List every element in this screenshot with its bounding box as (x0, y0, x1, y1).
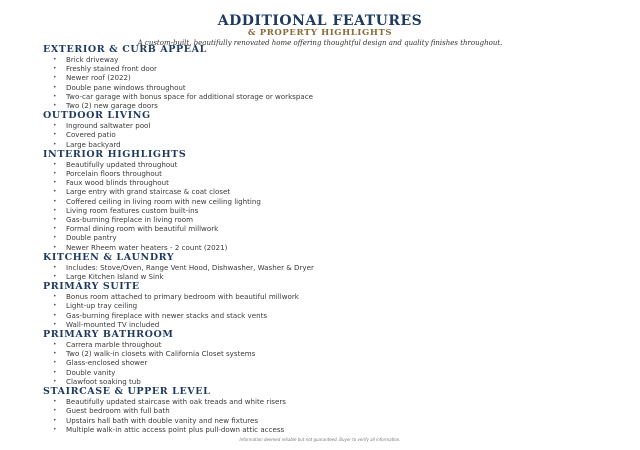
feature-list-item: • Wall-mounted TV included (43, 320, 603, 329)
feature-list (43, 340, 603, 386)
feature-list (43, 397, 603, 434)
feature-list-item: • Gas-burning fireplace in living room (43, 215, 603, 224)
feature-list-item: • Beautifully updated throughout (43, 160, 603, 169)
feature-list-item: • Includes: Stove/Oven, Range Vent Hood, Dishwasher, Washer & Dryer (43, 263, 603, 272)
feature-list-item: • Beautifully updated staircase with oak treads and white risers (43, 397, 603, 406)
section-title: EXTERIOR & CURB APPEAL (43, 44, 207, 55)
feature-section (43, 149, 603, 252)
feature-list (43, 292, 603, 329)
feature-list (43, 121, 603, 149)
feature-list-item: • Coffered ceiling in living room with new ceiling lighting (43, 197, 603, 206)
page-subtitle: & PROPERTY HIGHLIGHTS (247, 28, 393, 38)
feature-list-item: • Gas-burning fireplace with newer stacks and stack vents (43, 311, 603, 320)
feature-list-item: • Faux wood blinds throughout (43, 178, 603, 187)
feature-list-item: • Guest bedroom with full bath (43, 406, 603, 415)
feature-section (43, 386, 603, 434)
feature-list-item: • Large backyard (43, 140, 603, 149)
feature-list (43, 263, 603, 281)
section-title: STAIRCASE & UPPER LEVEL (43, 386, 211, 398)
feature-list-item: • Double vanity (43, 368, 603, 377)
feature-list-item: • Two (2) new garage doors (43, 101, 603, 110)
feature-list (43, 55, 603, 110)
feature-list-item: • Two-car garage with bonus space for additional storage or workspace (43, 92, 603, 101)
feature-section (43, 329, 603, 386)
feature-list-item: • Large Kitchen Island w Sink (43, 272, 603, 281)
feature-list-item: • Upstairs hall bath with double vanity and new fixtures (43, 416, 603, 425)
feature-list (43, 160, 603, 252)
feature-list-item: • Formal dining room with beautiful millwork (43, 224, 603, 233)
feature-list-item: • Covered patio (43, 130, 603, 139)
page-title: ADDITIONAL FEATURES (217, 13, 423, 29)
feature-section (43, 281, 603, 329)
section-title: INTERIOR HIGHLIGHTS (43, 148, 187, 160)
feature-list-item: • Light-up tray ceiling (43, 301, 603, 310)
section-title: PRIMARY BATHROOM (43, 329, 174, 341)
feature-list-item: • Multiple walk-in attic access point plus pull-down attic access (43, 425, 603, 434)
feature-list-item: • Living room features custom built-ins (43, 206, 603, 215)
feature-list-item: • Porcelain floors throughout (43, 169, 603, 178)
feature-list-item: • Inground saltwater pool (43, 121, 603, 130)
feature-section (43, 110, 603, 149)
disclaimer-footnote: Information deemed reliable but not guaranteed. Buyer to verify all information. (239, 437, 401, 442)
feature-list-item: • Newer Rheem water heaters - 2 count (2021) (43, 243, 603, 252)
feature-list-item: • Large entry with grand staircase & coat closet (43, 187, 603, 196)
feature-list-item: • Newer roof (2022) (43, 73, 603, 82)
document-header (0, 0, 640, 48)
feature-list-item: • Double pantry (43, 233, 603, 242)
feature-list-item: • Clawfoot soaking tub (43, 377, 603, 386)
page-tagline: A custom-built, beautifully renovated home offering thoughtful design and quality finishes throughout. (137, 39, 503, 47)
feature-list-item: • Two (2) walk-in closets with California Closet systems (43, 349, 603, 358)
section-title: KITCHEN & LAUNDRY (43, 251, 175, 263)
features-content (43, 44, 603, 434)
feature-list-item: • Bonus room attached to primary bedroom with beautiful millwork (43, 292, 603, 301)
feature-section (43, 252, 603, 281)
section-title: OUTDOOR LIVING (43, 110, 151, 122)
feature-list-item: • Double pane windows throughout (43, 83, 603, 92)
feature-section (43, 44, 603, 110)
feature-list-item: • Glass-enclosed shower (43, 358, 603, 367)
feature-list-item: • Brick driveway (43, 55, 603, 64)
feature-list-item: • Carrera marble throughout (43, 340, 603, 349)
feature-list-item: • Freshly stained front door (43, 64, 603, 73)
section-title: PRIMARY SUITE (43, 281, 140, 293)
